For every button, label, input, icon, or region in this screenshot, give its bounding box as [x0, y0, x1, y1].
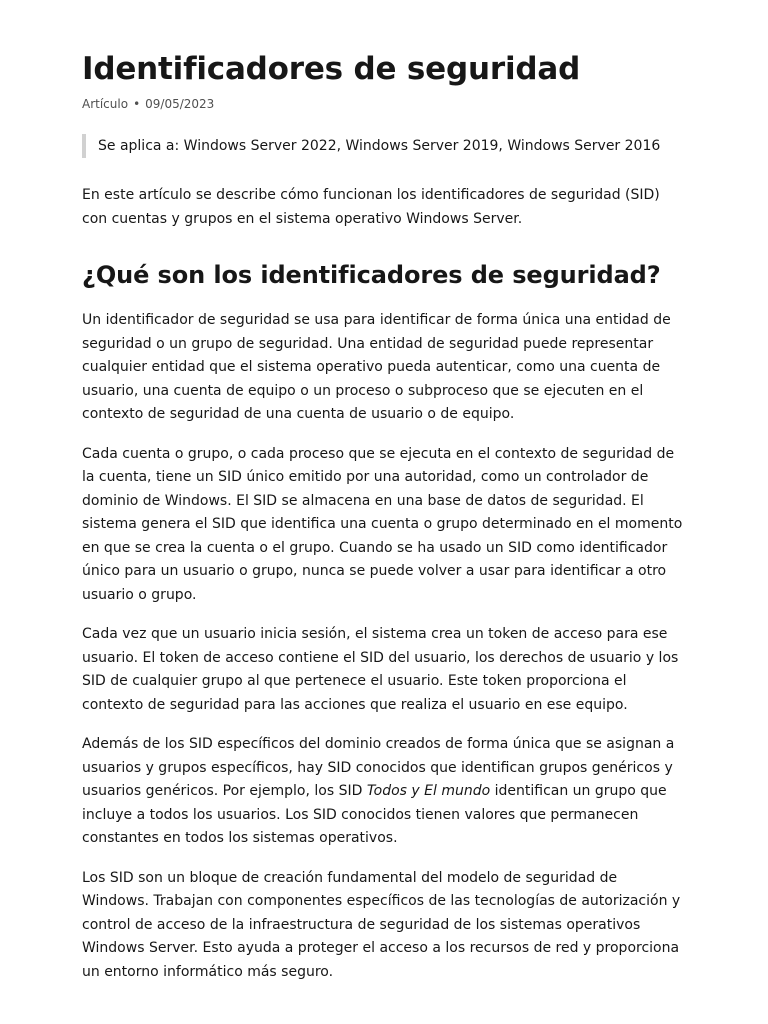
intro-paragraph: En este artículo se describe cómo funcionan los identificadores de seguridad (SID) con cuentas y grupos en el sistema operativo Windows Server. — [82, 187, 660, 227]
paragraph-1: Un identificador de seguridad se usa para identificar de forma única una entidad de seguridad o un grupo de seguridad. Una entidad de seguridad puede representar cualquier entidad que el sistema operativo pueda autenticar, como una cuenta de usuario, una cuenta de equipo o un proceso o subproceso que se ejecuten en el contexto de seguridad de una cuenta de usuario o de equipo. — [82, 312, 671, 422]
paragraph-4-text-start: Además de los SID específicos del dominio creados de forma única que se asignan a usuarios y grupos específicos, hay SID conocidos que identifican grupos genéricos y usuarios genéricos. Por ejemplo, los SID — [82, 736, 675, 799]
paragraph-3: Cada vez que un usuario inicia sesión, el sistema crea un token de acceso para ese usuario. El token de acceso contiene el SID del usuario, los derechos de usuario y los SID de cualquier grupo al que pertenece el usuario. Este token proporciona el contexto de seguridad para las acciones que realiza el usuario en ese equipo. — [82, 626, 679, 713]
article-meta — [82, 96, 686, 112]
paragraph-5: Los SID son un bloque de creación fundamental del modelo de seguridad de Windows. Trabajan con componentes específicos de las tecnologías de autorización y control de acceso de la infraestructura de seguridad de los sistemas operativos Windows Server. Esto ayuda a proteger el acceso a los recursos de red y proporciona un entorno informático más seguro. — [82, 869, 681, 980]
meta-separator: • — [133, 97, 141, 111]
paragraph-4-text-end: identifican un grupo que incluye a todos los usuarios. Los SID conocidos tienen valores que permanecen constantes en todos los sistemas operativos. — [82, 783, 667, 846]
section-heading: ¿Qué son los identificadores de seguridad? — [82, 261, 661, 289]
page-title: Identificadores de seguridad — [82, 51, 581, 87]
paragraph-4-emphasis: Todos y El mundo — [366, 783, 491, 799]
applies-to-note: Se aplica a: Windows Server 2022, Windows Server 2019, Windows Server 2016 — [82, 134, 686, 158]
paragraph-2: Cada cuenta o grupo, o cada proceso que se ejecuta en el contexto de seguridad de la cuenta, tiene un SID único emitido por una autoridad, como un controlador de dominio de Windows. El SID se almacena en una base de datos de seguridad. El sistema genera el SID que identifica una cuenta o grupo determinado en el momento en que se crea la cuenta o el grupo. Cuando se ha usado un SID como identificador único para un usuario o grupo, nunca se puede volver a usar para identificar a otro usuario o grupo. — [82, 445, 683, 603]
article-type: Artículo — [82, 97, 129, 111]
article-date: 09/05/2023 — [145, 97, 215, 111]
paragraph-4 — [82, 733, 686, 851]
